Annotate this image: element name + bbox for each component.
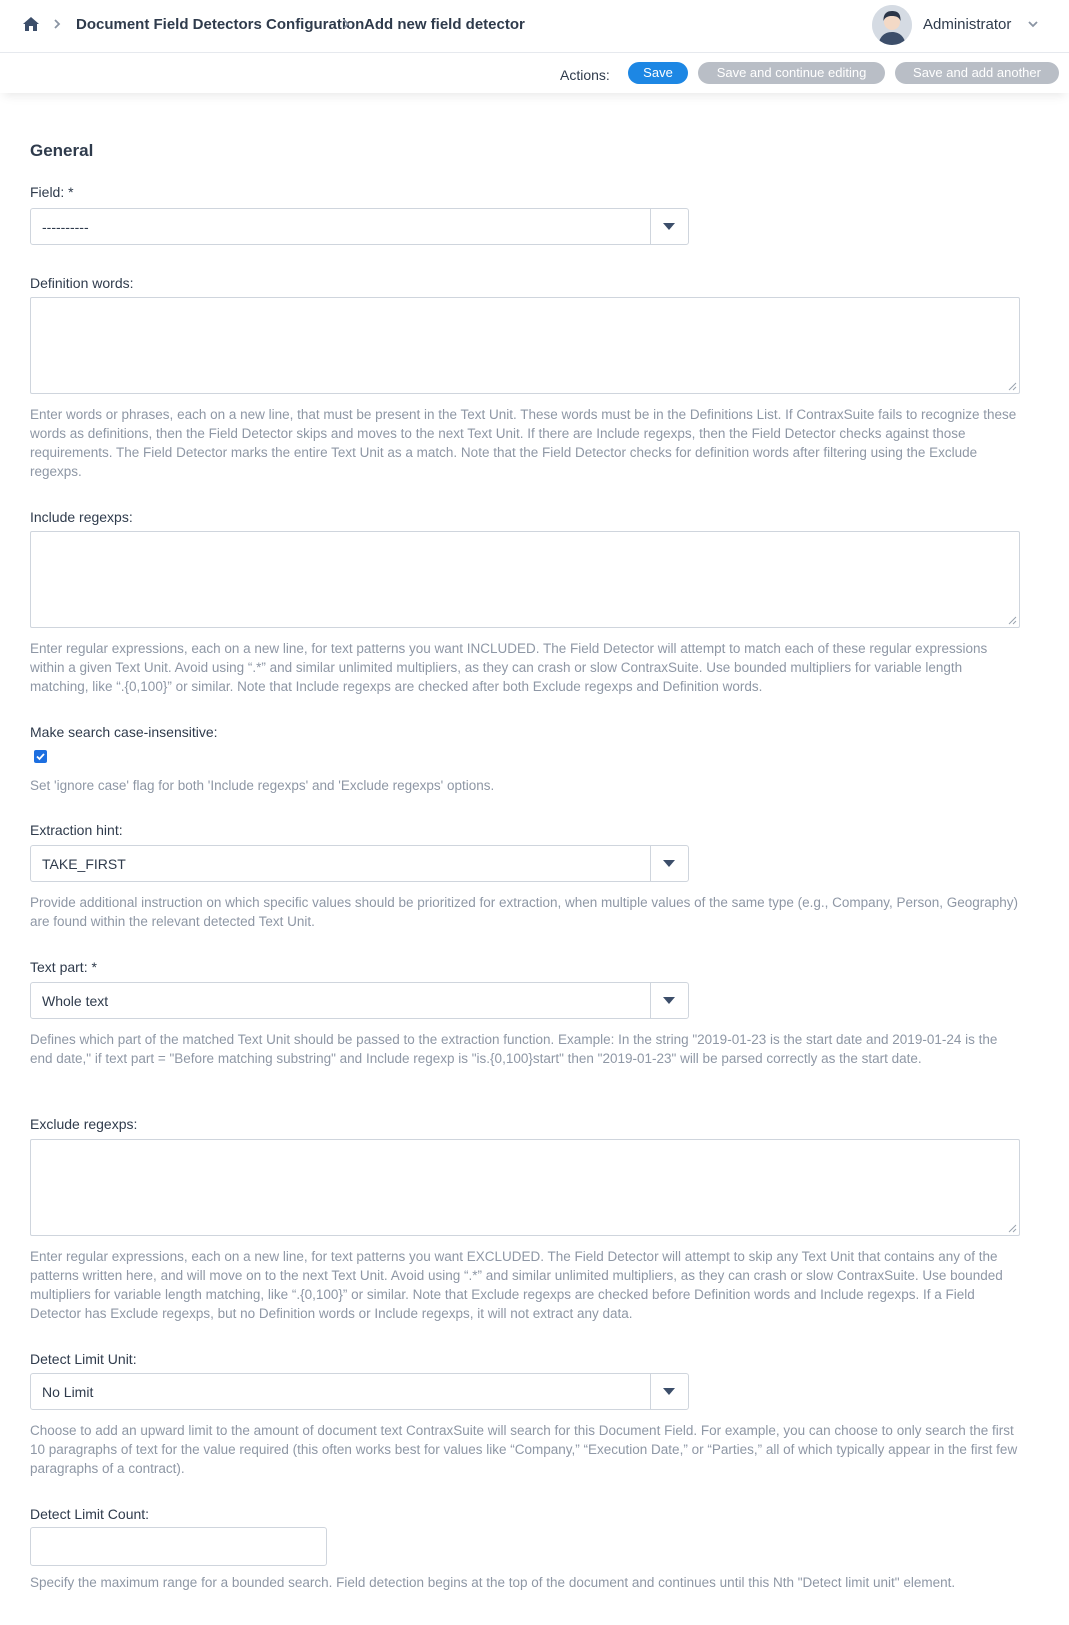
case-insensitive-help: Set 'ignore case' flag for both 'Include regexps' and 'Exclude regexps' options. [30, 778, 495, 793]
definition-words-help: Enter words or phrases, each on a new line, that must be present in the Text Unit. These words must be in the Definitions List. If ContraxSuite fails to recognize these words as definitions, then the Field Detector skips and moves to the next Text Unit. If there are Include regexps, then the Field Detector checks against those requirements. The Field Detector marks the entire Text Unit as a match. Note that the Field Detector checks for definition words after filtering using the Exclude regexps. [30, 407, 1017, 479]
caret-down-icon [663, 1388, 675, 1395]
select-toggle[interactable] [650, 1374, 688, 1409]
detect-limit-unit-help: Choose to add an upward limit to the amount of document text ContraxSuite will search for this Document Field. For example, you can choose to only search the first 10 paragraphs of text for the value required (this often works best for values like “Company,” “Execution Date,” or “Parties,” all of which typically appear in the first few paragraphs of a contract). [30, 1423, 1018, 1476]
breadcrumb-item[interactable]: Document Field Detectors Configuration [76, 16, 365, 33]
extraction-hint-label: Extraction hint: [30, 822, 123, 838]
save-button[interactable]: Save [628, 62, 688, 84]
section-title: General [30, 141, 94, 160]
case-insensitive-label: Make search case-insensitive: [30, 724, 218, 740]
home-icon[interactable] [22, 15, 40, 33]
definition-words-label: Definition words: [30, 275, 134, 291]
include-regexps-help: Enter regular expressions, each on a new line, for text patterns you want INCLUDED. The Field Detector will attempt to match each of these regular expressions within a given Text Unit. Avoid using “.*” and similar unlimited multipliers, as they can crash or slow ContraxSuite. Use bounded multipliers for variable length matching, like “.{0,100}” or similar. Note that Include regexps are checked after both Exclude regexps and Definition words. [30, 641, 988, 694]
exclude-regexps-textarea[interactable] [30, 1139, 1020, 1236]
user-name[interactable]: Administrator [923, 16, 1012, 33]
resize-handle-icon[interactable] [1007, 1223, 1017, 1233]
actions-bar [0, 53, 1069, 93]
detect-limit-count-input[interactable] [30, 1527, 327, 1566]
exclude-regexps-help: Enter regular expressions, each on a new line, for text patterns you want EXCLUDED. The Field Detector will attempt to skip any Text Unit that contains any of the patterns written here, and will move on to the next Text Unit. Avoid using “.*” and similar unlimited multipliers, as they can crash or slow ContraxSuite. Use bounded multipliers for variable length matching, like “.{0,100}” or similar. Note that Exclude regexps are checked before Definition words and Include regexps. If a Field Detector has Exclude regexps, but no Definition words or Include regexps, it will not extract any data. [30, 1249, 1003, 1321]
chevron-right-icon [52, 17, 62, 31]
caret-down-icon [663, 223, 675, 230]
text-part-label: Text part: * [30, 959, 97, 975]
include-regexps-label: Include regexps: [30, 509, 133, 525]
text-part-help: Defines which part of the matched Text Unit should be passed to the extraction function. Example: In the string "2019-01-23 is the start date and 2019-01-24 is the end date," if text part = "Before matching substring" and Include regexp is "is.{0,100}start" then "2019-01-23" will be parsed correctly as the start date. [30, 1032, 998, 1066]
field-select-value: ---------- [42, 219, 89, 235]
field-label: Field: * [30, 184, 74, 200]
caret-down-icon [663, 860, 675, 867]
text-part-value: Whole text [42, 993, 109, 1009]
field-select[interactable] [30, 208, 689, 245]
select-toggle[interactable] [650, 209, 688, 244]
text-part-select[interactable] [30, 982, 689, 1019]
save-continue-button[interactable]: Save and continue editing [698, 62, 885, 84]
resize-handle-icon[interactable] [1007, 615, 1017, 625]
save-add-another-button[interactable]: Save and add another [895, 62, 1059, 84]
avatar[interactable] [872, 5, 912, 45]
definition-words-textarea[interactable] [30, 297, 1020, 394]
user-avatar-icon [872, 5, 912, 45]
resize-handle-icon[interactable] [1007, 381, 1017, 391]
detect-limit-unit-label: Detect Limit Unit: [30, 1351, 137, 1367]
detect-limit-count-help: Specify the maximum range for a bounded search. Field detection begins at the top of the document and continues until this Nth "Detect limit unit" element. [30, 1575, 956, 1590]
detect-limit-unit-value: No Limit [42, 1384, 94, 1400]
checkmark-icon [35, 751, 46, 762]
case-insensitive-checkbox[interactable] [34, 750, 47, 763]
detect-limit-unit-select[interactable] [30, 1373, 689, 1410]
breadcrumb-current: Add new field detector [364, 16, 525, 33]
chevron-down-icon[interactable] [1026, 18, 1040, 30]
caret-down-icon [663, 997, 675, 1004]
detect-limit-count-label: Detect Limit Count: [30, 1506, 150, 1522]
select-toggle[interactable] [650, 846, 688, 881]
select-toggle[interactable] [650, 983, 688, 1018]
include-regexps-textarea[interactable] [30, 531, 1020, 628]
extraction-hint-select[interactable] [30, 845, 689, 882]
extraction-hint-help: Provide additional instruction on which specific values should be prioritized for extraction, when multiple values of the same type (e.g., Company, Person, Geography) are found within the relevant detected Text Unit. [30, 895, 1019, 929]
actions-label: Actions: [560, 67, 610, 83]
extraction-hint-value: TAKE_FIRST [42, 856, 126, 872]
top-header [0, 0, 1069, 53]
exclude-regexps-label: Exclude regexps: [30, 1116, 138, 1132]
chevron-right-icon [341, 17, 351, 31]
